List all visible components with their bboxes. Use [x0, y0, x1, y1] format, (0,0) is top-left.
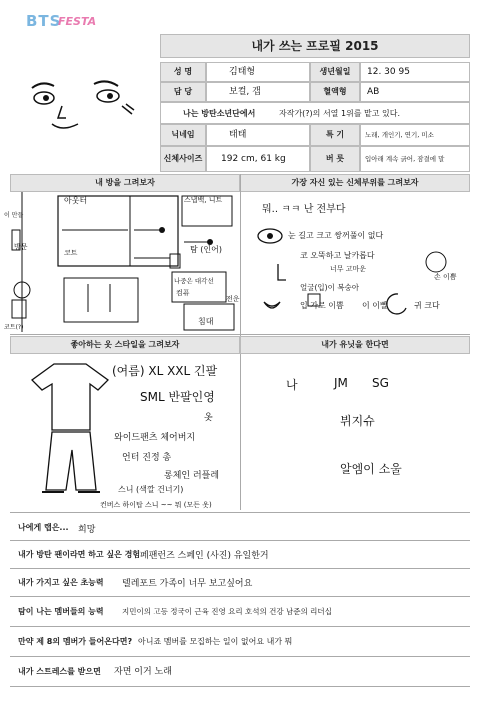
body-line: 귀 크다: [414, 301, 440, 310]
qa-answer: 아니죠 멤버를 모집하는 일이 없어요 내가 뭐: [138, 637, 293, 646]
body-part-doodles: [250, 222, 470, 322]
rank-sentence-prefix: 나는 방탄소년단에서: [183, 109, 256, 118]
skill-label: 특 기: [310, 124, 360, 146]
nickname-label: 닉네임: [160, 124, 206, 146]
qa-answer: 자면 이거 노래: [114, 667, 172, 677]
room-label: 탐 (인어): [190, 245, 222, 254]
style-line: 롱체인 러플레: [164, 471, 220, 481]
role-label: 담 당: [160, 82, 206, 102]
nickname-value: 태태: [206, 124, 310, 146]
style-section-header: 좋아하는 옷 스타일을 그려보자: [10, 336, 240, 354]
style-line: SML 반팔인영: [140, 390, 215, 404]
body-line: 눈 길고 크고 쌍꺼풀이 없다: [288, 231, 384, 240]
room-label: 아웃터: [64, 196, 88, 205]
room-label: 방문: [14, 243, 28, 251]
unit-line: 나: [286, 378, 298, 392]
birth-label: 생년월일: [310, 62, 360, 82]
qa-label: 만약 제 8의 멤버가 들어온다면?: [18, 637, 133, 646]
page-title: 내가 쓰는 프로필 2015: [251, 39, 379, 53]
name-value: 김태형: [206, 62, 310, 82]
unit-line: 뷔지슈: [340, 414, 375, 428]
body-line: 얼굴(입)이 복숭아: [300, 283, 359, 292]
body-part-section-header: 가장 자신 있는 신체부위를 그려보자: [240, 174, 470, 192]
room-label: 컴퓨: [176, 289, 190, 297]
qa-answer: 텔레포트 가족이 너무 보고싶어요: [122, 579, 253, 589]
room-label: 코트: [64, 249, 78, 257]
body-line: 너무 고마운: [330, 265, 367, 273]
blood-value: AB: [360, 82, 470, 102]
profile-title-bar: [160, 34, 470, 58]
qa-row: [10, 568, 470, 597]
room-label: 스냅백, 니트: [184, 196, 223, 204]
room-label: 이 만들: [4, 212, 24, 219]
size-value: 192 cm, 61 kg: [206, 146, 310, 172]
style-line: 와이드팬츠 체어버지: [114, 433, 196, 443]
style-line: (여름) XL XXL 긴팔: [112, 364, 218, 378]
body-line: 이 이빨: [362, 301, 388, 310]
room-label: 전운: [226, 295, 240, 303]
room-label: 침대: [198, 317, 214, 326]
logo-subtext: FESTA: [58, 15, 97, 28]
body-line: 손 이쁨: [434, 273, 457, 281]
rank-sentence-hand: 자작가(?)의 서열 1위를 맡고 있다.: [279, 109, 401, 118]
body-line: 뭐.. ㅋㅋ 난 전부다: [262, 204, 346, 215]
birth-value: 12. 30 95: [360, 62, 470, 82]
habit-value: 입아래 계속 긁어, 잠결에 말: [360, 146, 470, 172]
qa-label: 내가 스트레스를 받으면: [18, 667, 101, 676]
face-doodle: [22, 66, 146, 138]
qa-label: 탐이 나는 멤버들의 능력: [18, 607, 104, 616]
room-label: 나중은 대각선: [174, 277, 214, 285]
room-section-header: 내 방을 그려보자: [10, 174, 240, 192]
unit-section-header: 내가 유닛을 한다면: [240, 336, 470, 354]
style-line: 컨버스 하이탑 스니 ~~ 뭐 (모든 옷): [100, 501, 212, 509]
qa-answer: 희망: [78, 525, 96, 535]
unit-line: SG: [372, 376, 389, 390]
divider: [10, 512, 470, 513]
qa-answer: 지민이의 고등 정국이 근육 진영 요리 호석의 건강 남준의 리더십: [122, 607, 332, 616]
role-value: 보컬, 갭: [206, 82, 310, 102]
body-line: 입 가로 이쁨: [300, 301, 344, 310]
clothes-drawing: [24, 360, 124, 500]
size-label: 신체사이즈: [160, 146, 206, 172]
room-drawing: [10, 192, 240, 332]
unit-line: JM: [334, 376, 348, 390]
qa-row: [10, 656, 470, 687]
style-line: 언터 진정 총: [122, 453, 172, 463]
style-line: 스니 (색깔 건너기): [118, 485, 184, 494]
habit-label: 버 릇: [310, 146, 360, 172]
qa-row: [10, 626, 470, 657]
unit-line: 알엠이 소울: [340, 462, 402, 476]
logo-text: BTS: [26, 12, 62, 30]
qa-label: 내가 가지고 싶은 초능력: [18, 578, 104, 587]
qa-row: [10, 540, 470, 569]
body-line: 코 오뚝하고 날카롭다: [300, 251, 375, 260]
room-label: 코트(?): [4, 324, 24, 331]
qa-row: [10, 596, 470, 627]
qa-label: 나에게 랩은...: [18, 523, 69, 532]
qa-answer: 페팬런즈 스페인 (사진) 유일한거: [140, 551, 269, 561]
name-label: 성 명: [160, 62, 206, 82]
qa-row: [10, 514, 470, 541]
skill-value: 노래, 개인기, 연기, 미소: [360, 124, 470, 146]
rank-sentence-row: [160, 102, 470, 124]
brand-logo: [14, 6, 104, 36]
qa-label: 내가 방탄 팬이라면 하고 싶은 경험: [18, 550, 141, 559]
style-line: 옷: [204, 413, 213, 423]
blood-label: 혈액형: [310, 82, 360, 102]
